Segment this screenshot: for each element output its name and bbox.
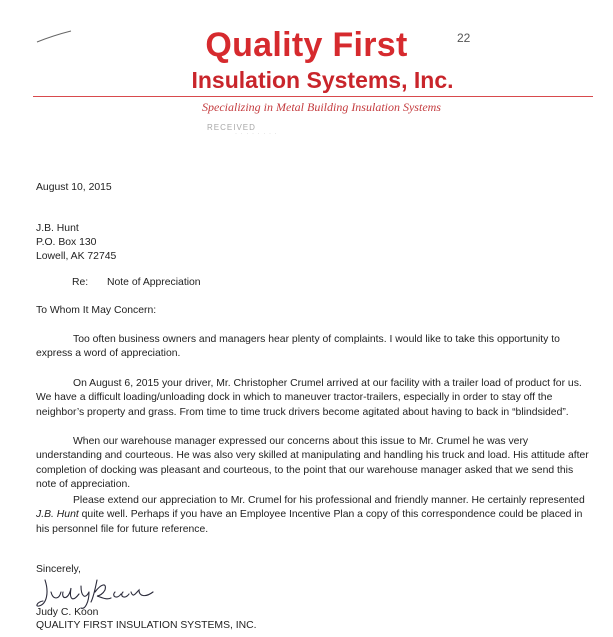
company-name-italic: J.B. Hunt <box>36 509 79 521</box>
signer-name: Judy C. Koon <box>36 607 99 618</box>
body-paragraph-4: Please extend our appreciation to Mr. Crumel for his professional and friendly manner. He certainly represented J.B. Hunt quite well. Perhaps if you have an Employee Incentive Plan a copy of this correspondence could be placed in his personnel file for future reference. <box>36 495 585 535</box>
company-tagline: Specializing in Metal Building Insulation Systems <box>202 100 441 114</box>
subject-label: Re: <box>72 277 89 288</box>
letter-date: August 10, 2015 <box>36 182 112 193</box>
recipient-address-line2: Lowell, AK 72745 <box>36 251 117 262</box>
letterhead-divider <box>33 96 593 97</box>
closing: Sincerely, <box>36 564 81 575</box>
company-name-line2: Insulation Systems, Inc. <box>191 67 454 93</box>
recipient-address-line1: P.O. Box 130 <box>36 237 97 248</box>
body-paragraph-2: On August 6, 2015 your driver, Mr. Christopher Crumel arrived at our facility with a trailer load of product for us. We have a difficult loading/unloading dock in which to maneuver tractor-trailers, especially in order to stay off the neighbor’s property and grass. From time to time truck drivers become agitated about having to back in “blindsided”. <box>36 378 582 418</box>
body-paragraph-1: Too often business owners and managers hear plenty of complaints. I would like to take this opportunity to express a word of appreciation. <box>36 334 560 360</box>
body-paragraph-3: When our warehouse manager expressed our concerns about this issue to Mr. Crumel he was very understanding and courteous. He was also very skilled at manipulating and handling his truck and load. His attitude after completion of docking was pleasant and courteous, to the point that our warehouse manager asked that we send this note of appreciation. <box>36 436 589 490</box>
subject-text: Note of Appreciation <box>107 277 201 288</box>
salutation: To Whom It May Concern: <box>36 305 157 316</box>
company-name-line1: Quality First <box>205 26 408 64</box>
corner-handwritten-mark: 22 <box>457 31 471 45</box>
signer-company: QUALITY FIRST INSULATION SYSTEMS, INC. <box>36 620 257 631</box>
recipient-name: J.B. Hunt <box>36 223 79 234</box>
received-stamp: RECEIVED <box>207 123 256 132</box>
received-stamp-subline: · · · · · · · · <box>235 131 278 137</box>
